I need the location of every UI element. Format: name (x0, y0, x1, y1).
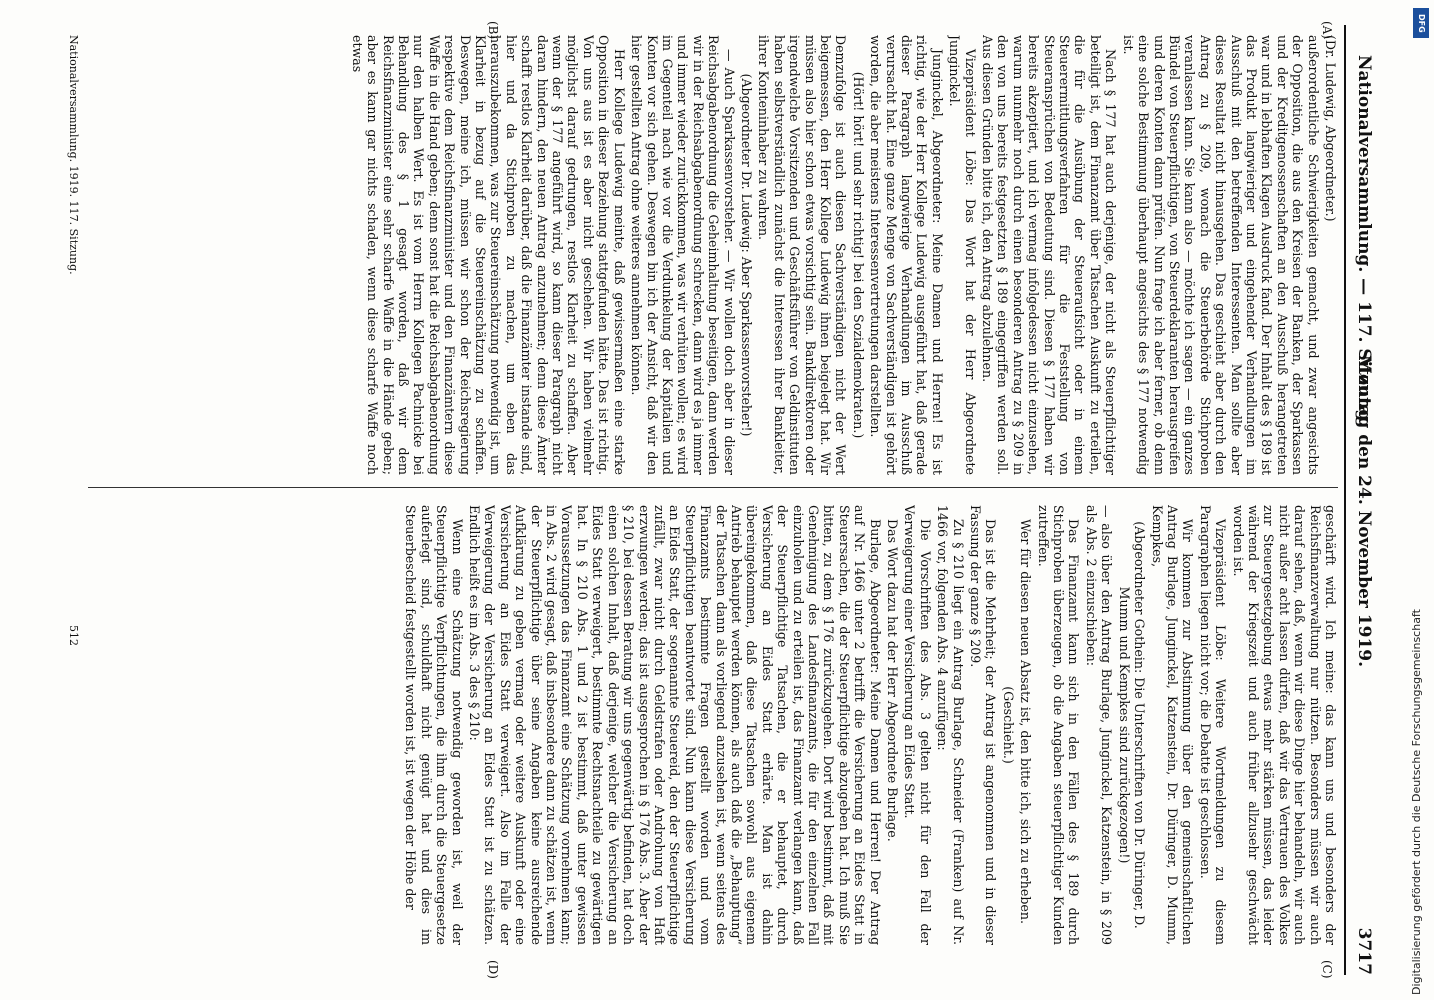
paragraph: Zu § 210 liegt ein Antrag Burlage, Schneider (Franken) auf Nr. 1466 vor, folgenden Abs. 4 anzufügen: (935, 505, 966, 945)
dfg-logo-icon: DFG (1413, 8, 1429, 38)
quoted-motion: Das Finanzamt kann sich in den Fällen des § 189 durch Stichproben überzeugen, ob die Angaben steuerpflichtiger Kunden zutreffen. (1035, 505, 1082, 945)
paragraph: Das Wort dazu hat der Herr Abgeordnete Burlage. (885, 519, 901, 842)
paragraph: geschärft wird. Ich meine: das kann uns und besonders der Reichsfinanzverwaltung nur nützen. Besonders müssen wir auch darauf sehen, daß, wenn wir diese Dinge hier behandeln, wir auch nicht außer acht lassen dürfen, daß wir das Vertrauen des Volkes zur Steuergesetzgebung etwas mehr stärken müssen, das leider während der Kriegszeit und auch früher allzusehr geschwächt worden ist. (1230, 505, 1338, 945)
paragraph: Junginckel, Abgeordneter: Meine Damen und Herren! Es ist richtig, wie der Herr Kollege Ludewig ausgeführt hat, daß gerade dieser Paragraph langwierige Verhandlungen im Ausschuß verursacht hat. Eine ganze Menge von Sachverständigen ist gehört worden, die aber meistens Interessenvertretungen darstellten. (868, 35, 945, 475)
paragraph: — also über den Antrag Burlage, Junginckel, Katzenstein, in § 209 als Abs. 2 einzuschieben: (1083, 505, 1115, 945)
header-page-number: 3717 (1354, 927, 1374, 975)
text-column-left (88, 35, 1338, 475)
interjection: (Abgeordneter Gothein: Die Unterschriften von Dr. Düringer, D. Mumm und Kempkes sind zurückgezogen!) (1116, 521, 1148, 929)
paragraph: Nach § 177 hat auch derjenige, der nicht als Steuerpflichtiger beteiligt ist, dem Finanzamt über Tatsachen Auskunft zu erteilen, die für die Ausübung der Steueraufsicht oder in einem Steuerermittlungsverfahren für die Feststellung von Steueransprüchen von Bedeutung sind. Diesen § 177 haben wir bereits akzeptiert, und ich vermag infolgedessen nicht einzusehen, warum nunmehr noch durch einen besonderen Antrag zu § 209 in den von uns bereits festgesetzten § 189 eingegriffen werden soll. Aus diesen Gründen bitte ich, den Antrag abzulehnen. (980, 35, 1119, 475)
column-divider (88, 487, 1338, 488)
paragraph: Burlage, Abgeordneter: Meine Damen und Herren! Der Antrag auf Nr. 1466 unter 2 betrifft die Versicherung an Eides Statt in Steuersachen, die der Steuerpflichtige abzugeben hat. Ich muß Sie bitten, zu dem § 176 zurückzugehen. Dort wird bestimmt, daß mit Genehmigung des Landesfinanzamts, die für den einzelnen Fall einzuholen und zu erteilen ist, das Finanzamt verlangen kann, daß der Steuerpflichtige Tatsachen, die er behauptet, durch Versicherung an Eides Statt erhärte. Man ist dahin übereingekommen, daß diese Tatsachen sowohl aus eigenem Antrieb behauptet werden können, als auch daß die „Behauptung“ der Tatsachen dann als vorliegend anzusehen ist, wenn seitens des Finanzamts bestimmte Fragen gestellt worden und vom Steuerpflichtigen beantwortet sind. Nun kann diese Versicherung an Eides Statt, der sogenannte Steuereid, den der Steuerpflichtige zufällt, zwar nicht durch Geldstrafen oder Androhung von Haft erzwungen werden; das ist ausgesprochen in § 176 Abs. 3. Aber der § 210, bei dessen Beratung wir uns gegenwärtig befinden, hat doch einen solchen Inhalt, daß derjenige, welcher die Versicherung an Eides Statt verweigert, bestimmte Rechtsnachteile zu gewärtigen hat. In § 210 Abs. 1 und 2 ist bestimmt, daß unter gewissen Voraussetzungen das Finanzamt eine Schätzung vornehmen kann; in Abs. 2 wird gesagt, daß insbesondere dann zu schätzen ist, wenn der Steuerpflichtige über seine Angaben keine ausreichende Aufklärung zu geben vermag oder weitere Auskunft oder eine Versicherung an Eides Statt verweigert. Also im Falle der Verweigerung der Versicherung an Eides Statt ist zu schätzen. Endlich heißt es im Abs. 3 des § 210: (467, 505, 883, 945)
paragraph: außerordentliche Schwierigkeiten gemacht, und zwar angesichts der Opposition, die aus den Kreisen der Banken, der Sparkassen und der Kreditgenossenschaften an den Ausschuß herangetreten war und in lebhaften Klagen Ausdruck fand. Der Inhalt des § 189 ist das Produkt langwieriger und eingehender Verhandlungen im Ausschuß mit den betreffenden Interessenten. Man sollte aber dieses Resultat nicht hinausgehen. Das geschieht aber durch den Antrag zu § 209, wonach die Steuerbehörde Stichproben veranlassen kann. Sie kann also — möchte ich sagen — ein ganzes Bündel von Steuerpflichtigen, von Steuerdeklaranten herausgreifen und deren Konten dann prüfen. Nun frage ich aber ferner, ob denn eine solche Bestimmung überhaupt angesichts des § 177 notwendig ist. (1120, 35, 1321, 475)
digitization-notice: Digitalisierung gefördert durch die Deutsche Forschungsgemeinschaft (1410, 609, 1423, 995)
rotated-newspaper-page (40, 21, 1380, 979)
interjection: (Hört! hört! und sehr richtig! bei den Sozialdemokraten.) (850, 71, 866, 439)
footer-page-number: 512 (67, 625, 80, 646)
footer-note: Nationalversammlung. 1919. 117. Sitzung. (67, 35, 80, 275)
margin-marker-b: (B) (486, 21, 500, 40)
interjection: (Abgeordneter Dr. Ludewig: Aber Sparkassenvorsteher!) (738, 73, 754, 437)
paragraph: — Auch Sparkassenvorsteher. — Wir wollen doch aber in dieser Reichsabgabenordnung die Geheimhaltung beseitigen, dann werden wir in der Reichsabgabenordnung schrecken, dann wird es ja immer und immer wieder zurückkommen, was wir verhüten wollen; es wird im Gegenteil nach wie vor die Verdunkelung der Kapitalien und Konten vor sich gehen. Deswegen bin ich der Ansicht, daß wir den hier gestellten Antrag ohne weiteres annehmen können. (629, 35, 737, 475)
quoted-motion: Die Vorschriften des Abs. 3 gelten nicht für den Fall der Verweigerung einer Versicherung an Eides Statt. (902, 505, 933, 945)
paragraph: Wer für diesen neuen Absatz ist, den bitte ich, sich zu erheben. (1018, 519, 1034, 924)
margin-marker-c: (C) (1320, 960, 1334, 979)
paragraph: Wir kommen zur Abstimmung über den gemeinschaftlichen Antrag Burlage, Junginckel, Katzenstein, Dr. Düringer, D. Mumm, Kempkes, (1149, 505, 1196, 945)
paragraph: Herr Kollege Ludewig meinte, daß gewissermaßen eine starke Opposition in dieser Beziehung stattgefunden hätte. Das ist richtig. Von uns aus ist es aber nicht geschehen. Wir haben vielmehr möglichst darauf gedrungen, restlos Klarheit zu schaffen. Aber wenn der § 177 angeführt wird, so kann dieser Paragraph nicht daran hindern, den neuen Antrag anzunehmen; denn diese Ämter schafft restlos Klarheit darüber, daß die Finanzämter instande sind, hier und da Stichproben zu machen, um eben das herauszubekommen, was zur Steuereinschätzung notwendig ist, um Klarheit in bezug auf die Steuereinschätzung zu schaffen. Deswegen, meine ich, müssen wir schon der Reichsregierung respektive dem Reichsfinanzminister und den Finanzämtern diese Waffe in die Hand geben; denn sonst hat die Reichsabgabenordnung nur den halben Wert. Es ist vom Herrn Kollegen Pachnicke bei Behandlung des § 1 gesagt worden, daß wir dem Reichsfinanzminister eine sehr scharfe Waffe in die Hände geben; aber es kann gar nichts schaden, wenn diese scharfe Waffe noch etwas (349, 35, 627, 475)
quoted-law: Wenn eine Schätzung notwendig geworden ist, weil der Steuerpflichtige Verpflichtungen, die ihm durch die Steuergesetze auferlegt sind, schuldhaft nicht genügt hat und dies im Steuerbescheid festgestellt worden ist, ist wegen der Höhe der (403, 505, 465, 945)
paragraph: Das ist die Mehrheit; der Antrag ist angenommen und in dieser Fassung der ganze § 209. (968, 505, 999, 945)
page-header (1346, 25, 1380, 975)
paragraph: Demzufolge ist auch diesen Sachverständigen nicht der Wert beigemessen, den Herr Kollege Ludewig ihnen beigelegt hat. Wir müssen also hier schon etwas vorsichtig sein. Bankdirektoren oder irgendwelche Vorsitzenden und Geschäftsführer von Geldinstituten haben selbstverständlich zunächst die Interessen ihrer Bankleiter, ihrer Konteninhaber zu wahren. (756, 35, 849, 475)
interjection: (Geschieht.) (1000, 686, 1016, 764)
text-column-right (88, 505, 1338, 945)
paragraph: Vizepräsident Löbe: Das Wort hat der Herr Abgeordnete Junginckel. (947, 35, 978, 475)
paragraph: (Dr. Ludewig, Abgeordneter.) (1323, 35, 1338, 222)
header-rule (1344, 25, 1346, 975)
margin-marker-a: (A) (1320, 21, 1334, 40)
margin-marker-d: (D) (486, 960, 500, 979)
header-title: Nationalversammlung. — 117. Sitzung. (1354, 55, 1374, 428)
paragraph: Vizepräsident Löbe: Weitere Wortmeldungen zu diesem Paragraphen liegen nicht vor; die Debatte ist geschlossen. (1197, 505, 1229, 945)
header-date: Montag den 24. November 1919. (1354, 355, 1374, 668)
